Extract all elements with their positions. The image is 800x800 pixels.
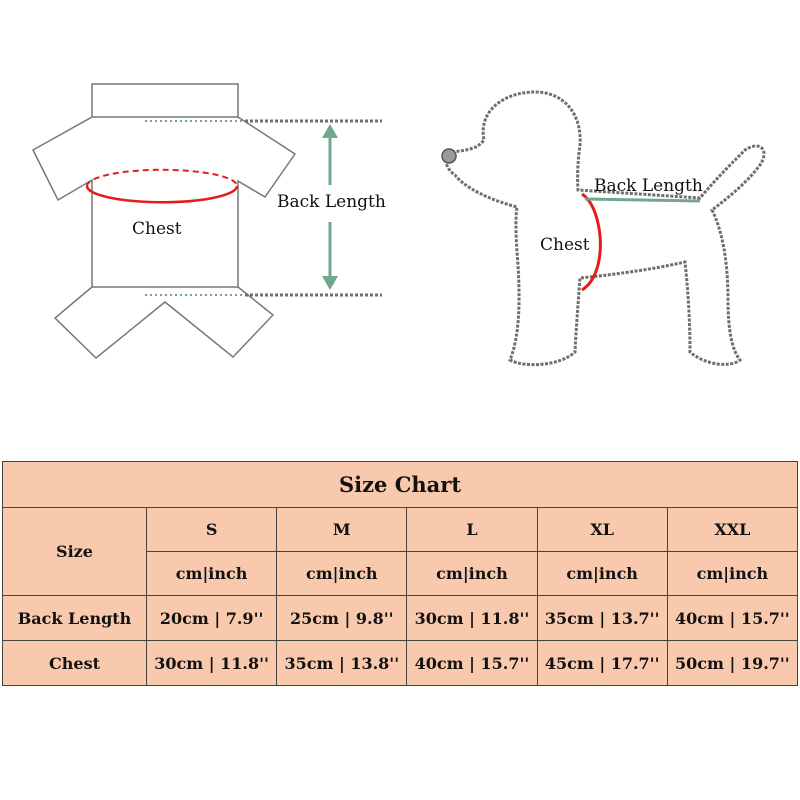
row-label-chest: Chest <box>3 641 147 686</box>
unit-cell-xl: cm|inch <box>537 552 667 596</box>
size-header-s: S <box>147 508 277 552</box>
garment-back-length-label: Back Length <box>277 192 386 212</box>
dog-nose <box>442 149 456 163</box>
dog-illustration <box>442 92 764 365</box>
dog-chest-label: Chest <box>540 235 590 255</box>
table-row-back-length <box>3 596 798 641</box>
value-cell: 40cm | 15.7'' <box>667 596 797 641</box>
size-label-cell: Size <box>3 508 147 596</box>
dog-outline <box>446 92 764 365</box>
value-cell: 35cm | 13.8'' <box>277 641 407 686</box>
unit-cell-l: cm|inch <box>407 552 537 596</box>
value-cell: 50cm | 19.7'' <box>667 641 797 686</box>
unit-cell-m: cm|inch <box>277 552 407 596</box>
value-cell: 35cm | 13.7'' <box>537 596 667 641</box>
size-chart-title: Size Chart <box>3 462 798 508</box>
value-cell: 30cm | 11.8'' <box>407 596 537 641</box>
value-cell: 45cm | 17.7'' <box>537 641 667 686</box>
table-row-chest <box>3 641 798 686</box>
dog-back-length-label: Back Length <box>594 176 703 196</box>
value-cell: 20cm | 7.9'' <box>147 596 277 641</box>
size-chart-table <box>2 461 798 686</box>
value-cell: 30cm | 11.8'' <box>147 641 277 686</box>
value-cell: 25cm | 9.8'' <box>277 596 407 641</box>
unit-cell-s: cm|inch <box>147 552 277 596</box>
unit-cell-xxl: cm|inch <box>667 552 797 596</box>
row-label-back-length: Back Length <box>3 596 147 641</box>
size-header-xl: XL <box>537 508 667 552</box>
size-header-xxl: XXL <box>667 508 797 552</box>
garment-illustration <box>33 84 386 358</box>
size-header-m: M <box>277 508 407 552</box>
value-cell: 40cm | 15.7'' <box>407 641 537 686</box>
dog-back-length-line <box>585 199 700 201</box>
size-header-l: L <box>407 508 537 552</box>
garment-chest-label: Chest <box>132 219 182 239</box>
